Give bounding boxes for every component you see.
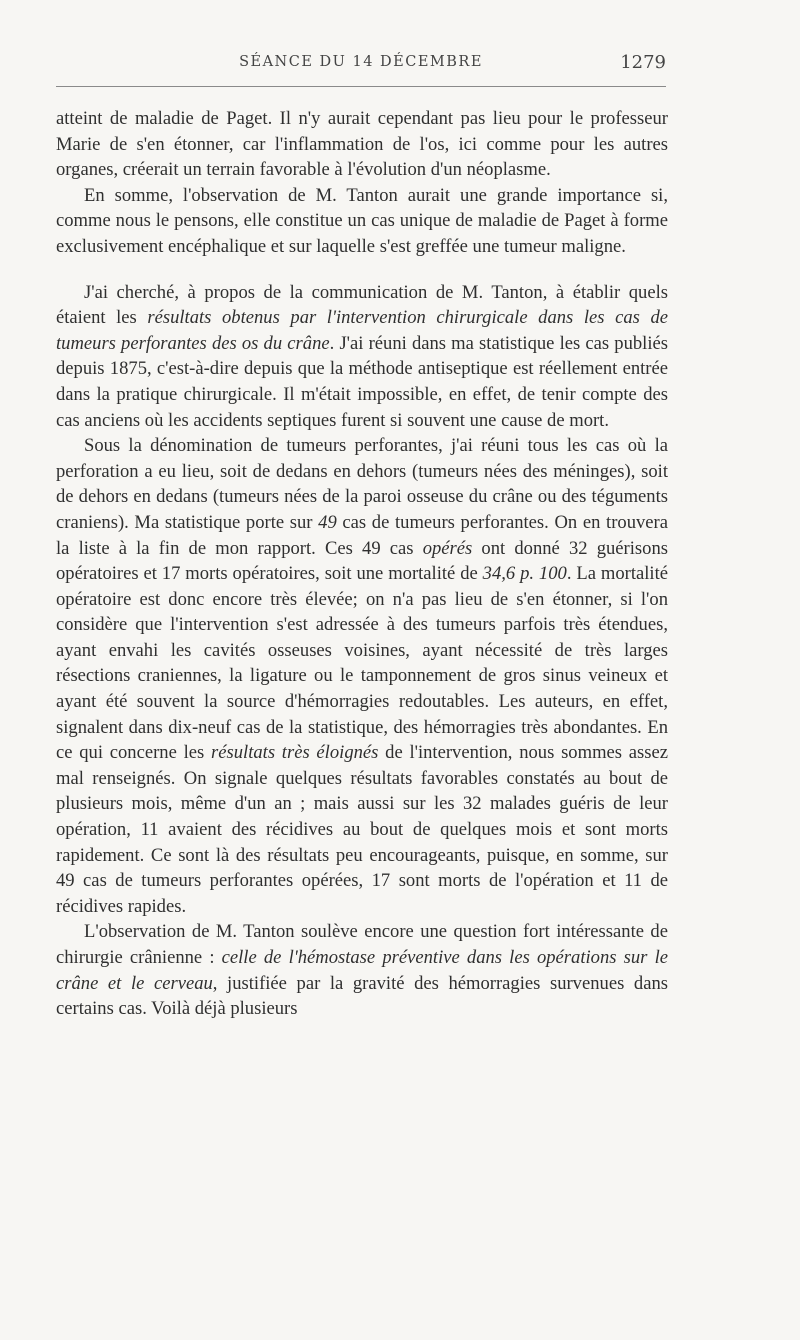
text-run: atteint de maladie de Paget. Il n'y aurait cependant pas lieu pour le professeur Marie de s'en étonner, car l'inflammation de l'os, ici comme pour les autres organes, créerait un terrain favorable à l'évolution d'un néoplasme.: [56, 108, 668, 181]
italic-run: celle de l'hémostase préventive dans les opérations sur le crâne et le cerveau: [56, 947, 668, 994]
running-title: SÉANCE DU 14 DÉCEMBRE: [239, 54, 483, 70]
text-run: ont donné 32 guérisons opératoires et 17 morts opératoires, soit une mortalité de: [56, 537, 668, 585]
paragraph-1: [56, 106, 668, 183]
paragraph-5: [56, 919, 668, 1021]
italic-run: résultats obtenus par l'intervention chirurgicale dans les cas de tumeurs perforantes des os du crâne: [56, 307, 668, 354]
text-run: de l'intervention, nous sommes assez mal renseignés. On signale quelques résultats favorables constatés au bout de plusieurs mois, même d'un an ; mais aussi sur les 32 malades guéris de leur opération, 11 avaient des récidives au bout de quelques mois et sont morts rapidement. Ce sont là des résultats peu encourageants, puisque, en somme, sur 49 cas de tumeurs perforantes opérées, 17 sont morts de l'opération et 11 de récidives rapides.: [56, 742, 668, 917]
text-run: . La mortalité opératoire est donc encore très élevée; on n'a pas lieu de s'en étonner, si l'on considère que l'intervention s'est adressée à des tumeurs parfois très étendues, ayant envahi les cavités osseuses voisines, ayant nécessité de très larges résections craniennes, la ligature ou le tamponnement de gros sinus veineux et ayant été souvent la source d'hémorragies redoutables. Les auteurs, en effet, signalent dans dix-neuf cas de la statistique, des hémorragies très abondantes. En ce qui concerne les: [56, 563, 668, 764]
body-text: [56, 106, 668, 1022]
text-run: En somme, l'observation de M. Tanton aurait une grande importance si, comme nous le pensons, elle constitue un cas unique de maladie de Paget à forme exclusivement encéphalique et sur laquelle s'est greffée une tumeur maligne.: [56, 184, 668, 257]
paragraph-2: [56, 183, 668, 260]
section-gap: [56, 260, 668, 280]
page-number: 1279: [620, 52, 666, 73]
text-run: . J'ai réuni dans ma statistique les cas publiés depuis 1875, c'est-à-dire depuis que la méthode antiseptique est réellement entrée dans la pratique chirurgicale. Il m'était impossible, en effet, de tenir compte des cas anciens où les accidents septiques furent si souvent une cause de mort.: [56, 332, 668, 431]
italic-run: 49: [318, 511, 337, 533]
text-run: , justifiée par la gravité des hémorragies survenues dans certains cas. Voilà déjà plusieurs: [56, 972, 668, 1020]
italic-run: résultats très éloignés: [211, 742, 379, 764]
text-run: Sous la dénomination de tumeurs perforantes, j'ai réuni tous les cas où la perforation a eu lieu, soit de dedans en dehors (tumeurs nées des méninges), soit de dehors en dedans (tumeurs nées de la paroi osseuse du crâne ou des téguments craniens). Ma statistique porte sur: [56, 435, 668, 533]
text-run: L'observation de M. Tanton soulève encore une question fort intéressante de chirurgie crânienne :: [56, 921, 668, 968]
page-header: [56, 50, 666, 78]
text-run: J'ai cherché, à propos de la communication de M. Tanton, à établir quels étaient les: [56, 281, 668, 329]
italic-run: opérés: [422, 537, 473, 559]
header-rule: [56, 86, 666, 87]
italic-run: 34,6 p. 100: [482, 563, 567, 585]
text-run: cas de tumeurs perforantes. On en trouvera la liste à la fin de mon rapport. Ces 49 cas: [56, 511, 668, 559]
paragraph-4: [56, 433, 668, 919]
paragraph-3: [56, 280, 668, 434]
